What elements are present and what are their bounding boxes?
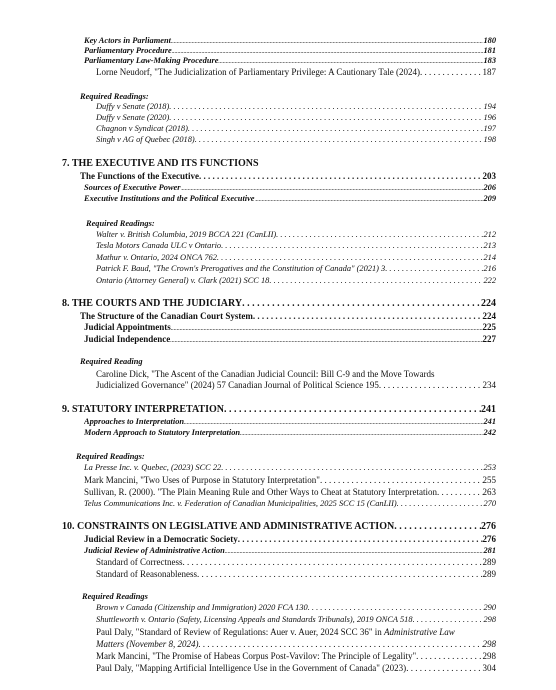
entry-page-number: 213 [483, 241, 496, 250]
entry-page-number: 281 [483, 546, 496, 555]
entry-page-number: 304 [482, 663, 496, 673]
entry-page-number: 227 [482, 334, 496, 344]
toc-entry-judicial-appointments [84, 322, 496, 332]
toc-entry-sources-power [84, 183, 496, 192]
toc-entry-daly-regs-line2 [96, 639, 496, 649]
required-readings-heading [86, 219, 496, 228]
entry-title: Required Readings: [86, 219, 155, 228]
dot-leader [170, 334, 482, 344]
entry-page-number: 242 [483, 428, 496, 437]
entry-title: Brown v Canada (Citizenship and Immigration) 2020 FCA 130 [96, 603, 308, 612]
entry-page-number: 241 [483, 417, 496, 426]
toc-entry-clark [96, 276, 496, 285]
entry-title: Mathur v. Ontario, 2024 ONCA 762 [96, 253, 217, 262]
entry-page-number: 234 [482, 380, 496, 390]
entry-title: Parliamentary Procedure [84, 46, 172, 55]
toc-entry-parliamentary-procedure [84, 46, 496, 55]
entry-page-number: 214 [483, 253, 496, 262]
dot-leader [385, 264, 483, 273]
dot-leader [255, 194, 484, 203]
chapter-8-heading [62, 298, 496, 309]
entry-title: Judicial Review in a Democratic Society [84, 534, 238, 544]
entry-title: Modern Approach to Statutory Interpretation [84, 428, 241, 437]
entry-title: Chagnon v Syndicat (2018) [96, 124, 188, 133]
entry-title: Lorne Neudorf, "The Judicialization of Parliamentary Privilege: A Cautionary Tale (2024) [96, 67, 421, 77]
dot-leader [171, 36, 484, 45]
entry-title: Judicial Appointments [84, 322, 171, 332]
dot-leader [416, 651, 482, 661]
dot-leader [420, 67, 482, 77]
toc-entry-la-presse [84, 463, 496, 472]
entry-title: Singh v AG of Quebec (2018) [96, 135, 195, 144]
entry-title: Sources of Executive Power [84, 183, 181, 192]
dot-leader [188, 124, 484, 133]
required-readings-heading [80, 92, 496, 101]
dot-leader [172, 46, 484, 55]
dot-leader [406, 663, 482, 673]
toc-entry-correctness [96, 557, 496, 567]
entry-title: Tesla Motors Canada ULC v Ontario [96, 241, 222, 250]
entry-page-number: 180 [483, 36, 496, 45]
toc-entry-law-making-procedure [84, 56, 496, 65]
entry-page-number: 194 [483, 102, 496, 111]
toc-entry-judicial-independence [84, 334, 496, 344]
toc-entry-duffy-2020 [96, 113, 496, 122]
toc-entry-approaches [84, 417, 496, 426]
entry-title: 8. THE COURTS AND THE JUDICIARY [62, 298, 243, 309]
dot-leader [197, 569, 483, 579]
entry-title: Telus Communications Inc. v. Federation of Canadian Municipalities, 2025 SCC 15 (CanLII) [84, 499, 397, 508]
entry-title: Shuttleworth v. Ontario (Safety, Licensing Appeals and Standards Tribunals), 2019 ONCA 518 [96, 615, 413, 624]
entry-page-number: 212 [483, 230, 496, 239]
toc-entry-executive-institutions [84, 194, 496, 203]
required-readings-heading [82, 592, 496, 601]
dot-leader [221, 463, 483, 472]
toc-entry-dick-line2 [96, 380, 496, 390]
dot-leader [276, 230, 483, 239]
entry-title: Paul Daly, "Standard of Review of Regulations: Auer v. Auer, 2024 SCC 36" in Administrative Law [96, 627, 455, 637]
entry-title: Mark Mancini, "Two Uses of Purpose in Statutory Interpretation" [84, 475, 320, 485]
entry-page-number: 241 [481, 404, 496, 415]
entry-page-number: 197 [483, 124, 496, 133]
entry-title: Judicial Independence [84, 334, 171, 344]
entry-page-number: 276 [482, 534, 496, 544]
entry-title: Matters (November 8, 2024) [96, 639, 199, 649]
toc-entry-key-actors [84, 36, 496, 45]
entry-page-number: 298 [483, 615, 496, 624]
toc-entry-mathur [96, 253, 496, 262]
entry-page-number: 263 [482, 487, 496, 497]
entry-title: Walter v. British Columbia, 2019 BCCA 221 (CanLII) [96, 230, 277, 239]
toc-entry-reasonableness [96, 569, 496, 579]
entry-title: Required Readings: [80, 92, 149, 101]
entry-title: Required Readings [82, 592, 148, 601]
entry-page-number: 198 [483, 135, 496, 144]
entry-title: Standard of Correctness [96, 557, 183, 567]
entry-title: The Functions of the Executive [80, 171, 199, 181]
entry-page-number: 209 [483, 194, 496, 203]
dot-leader [413, 615, 484, 624]
toc-entry-judicial-review-admin [84, 546, 496, 555]
toc-entry-daly-ai [96, 663, 496, 673]
entry-title: La Presse Inc. v. Quebec, (2023) SCC 22 [84, 463, 222, 472]
toc-entry-mancini-purpose [84, 475, 496, 485]
required-readings-heading [76, 452, 496, 461]
entry-page-number: 289 [482, 557, 496, 567]
toc-entry-modern-approach [84, 428, 496, 437]
entry-title: Approaches to Interpretation [84, 417, 185, 426]
toc-entry-judicial-review-democratic [84, 534, 496, 544]
dot-leader [240, 428, 483, 437]
entry-page-number: 206 [483, 183, 496, 192]
entry-page-number: 289 [482, 569, 496, 579]
entry-title: Paul Daly, "Mapping Artificial Intelligence Use in the Government of Canada" (2023) [96, 663, 407, 673]
entry-title: 10. CONSTRAINTS ON LEGISLATIVE AND ADMINISTRATIVE ACTION [62, 521, 395, 532]
entry-page-number: 216 [483, 264, 496, 273]
dot-leader [308, 603, 484, 612]
entry-page-number: 224 [482, 311, 496, 321]
entry-title: Parliamentary Law-Making Procedure [84, 56, 219, 65]
dot-leader [198, 639, 482, 649]
toc-entry-telus [84, 499, 496, 508]
dot-leader [320, 475, 483, 485]
entry-page-number: 224 [481, 298, 496, 309]
entry-page-number: 187 [482, 67, 496, 77]
toc-entry-tesla [96, 241, 496, 250]
entry-title: Patrick F. Baud, "The Crown's Prerogatives and the Constitution of Canada" (2021) 3 [96, 264, 386, 273]
dot-leader [181, 183, 484, 192]
entry-page-number: 270 [483, 499, 496, 508]
toc-entry-functions-executive [80, 171, 496, 181]
toc-entry-brown [96, 603, 496, 612]
dot-leader [182, 557, 482, 567]
entry-page-number: 225 [482, 322, 496, 332]
entry-title: Key Actors in Parliament [84, 36, 171, 45]
dot-leader [195, 135, 484, 144]
entry-page-number: 290 [483, 603, 496, 612]
dot-leader [218, 56, 483, 65]
entry-title: Ontario (Attorney General) v. Clark (2021) SCC 18 [96, 276, 270, 285]
toc-entry-sullivan [84, 487, 496, 497]
entry-title: Judicialized Governance" (2024) 57 Canadian Journal of Political Science 195 [96, 380, 379, 390]
dot-leader [253, 311, 483, 321]
toc-entry-daly-regs-line1 [96, 627, 496, 637]
toc-entry-dick-line1 [96, 369, 496, 379]
entry-title: Mark Mancini, "The Promise of Habeas Corpus Post-Vavilov: The Principle of Legality" [96, 651, 417, 661]
entry-title: Required Readings: [76, 452, 145, 461]
entry-page-number: 183 [483, 56, 496, 65]
entry-page-number: 255 [482, 475, 496, 485]
toc-entry-baud [96, 264, 496, 273]
toc-entry-singh [96, 135, 496, 144]
entry-title: Duffy v Senate (2020) [96, 113, 170, 122]
toc-entry-walter [96, 230, 496, 239]
entry-page-number: 298 [482, 651, 496, 661]
entry-title: 9. STATUTORY INTERPRETATION [62, 404, 224, 415]
entry-page-number: 203 [482, 171, 496, 181]
entry-title: 7. THE EXECUTIVE AND ITS FUNCTIONS [62, 158, 259, 169]
entry-page-number: 222 [483, 276, 496, 285]
toc-entry-court-structure [80, 311, 496, 321]
entry-title: Caroline Dick, "The Ascent of the Canadian Judicial Council: Bill C-9 and the Move Towards [96, 369, 435, 379]
toc-entry-chagnon [96, 124, 496, 133]
dot-leader [169, 102, 483, 111]
toc-entry-mancini-habeas [96, 651, 496, 661]
entry-title: Standard of Reasonableness [96, 569, 197, 579]
entry-page-number: 253 [483, 463, 496, 472]
chapter-10-heading [62, 521, 496, 532]
dot-leader [221, 241, 483, 250]
dot-leader [224, 404, 481, 415]
dot-leader [238, 534, 483, 544]
chapter-7-heading [62, 158, 496, 169]
dot-leader [199, 171, 483, 181]
dot-leader [171, 322, 483, 332]
entry-title: Executive Institutions and the Political Executive [84, 194, 255, 203]
dot-leader [169, 113, 483, 122]
entry-page-number: 298 [482, 639, 496, 649]
dot-leader [184, 417, 483, 426]
entry-title: Sullivan, R. (2000). "The Plain Meaning Rule and Other Ways to Cheat at Statutory Interpretation [84, 487, 437, 497]
required-reading-heading [80, 357, 496, 366]
entry-page-number: 181 [483, 46, 496, 55]
entry-title: Required Reading [80, 357, 143, 366]
chapter-9-heading [62, 404, 496, 415]
dot-leader [225, 546, 484, 555]
dot-leader [394, 521, 481, 532]
dot-leader [242, 298, 481, 309]
entry-title: Judicial Review of Administrative Action [84, 546, 225, 555]
dot-leader [437, 487, 483, 497]
dot-leader [217, 253, 484, 262]
entry-title: The Structure of the Canadian Court System [80, 311, 253, 321]
dot-leader [379, 380, 483, 390]
toc-entry-duffy-2018 [96, 102, 496, 111]
entry-title: Duffy v Senate (2018) [96, 102, 170, 111]
entry-page-number: 276 [481, 521, 496, 532]
toc-entry-shuttleworth [96, 615, 496, 624]
entry-page-number: 196 [483, 113, 496, 122]
dot-leader [397, 499, 484, 508]
dot-leader [269, 276, 483, 285]
toc-entry-neudorf [96, 67, 496, 77]
